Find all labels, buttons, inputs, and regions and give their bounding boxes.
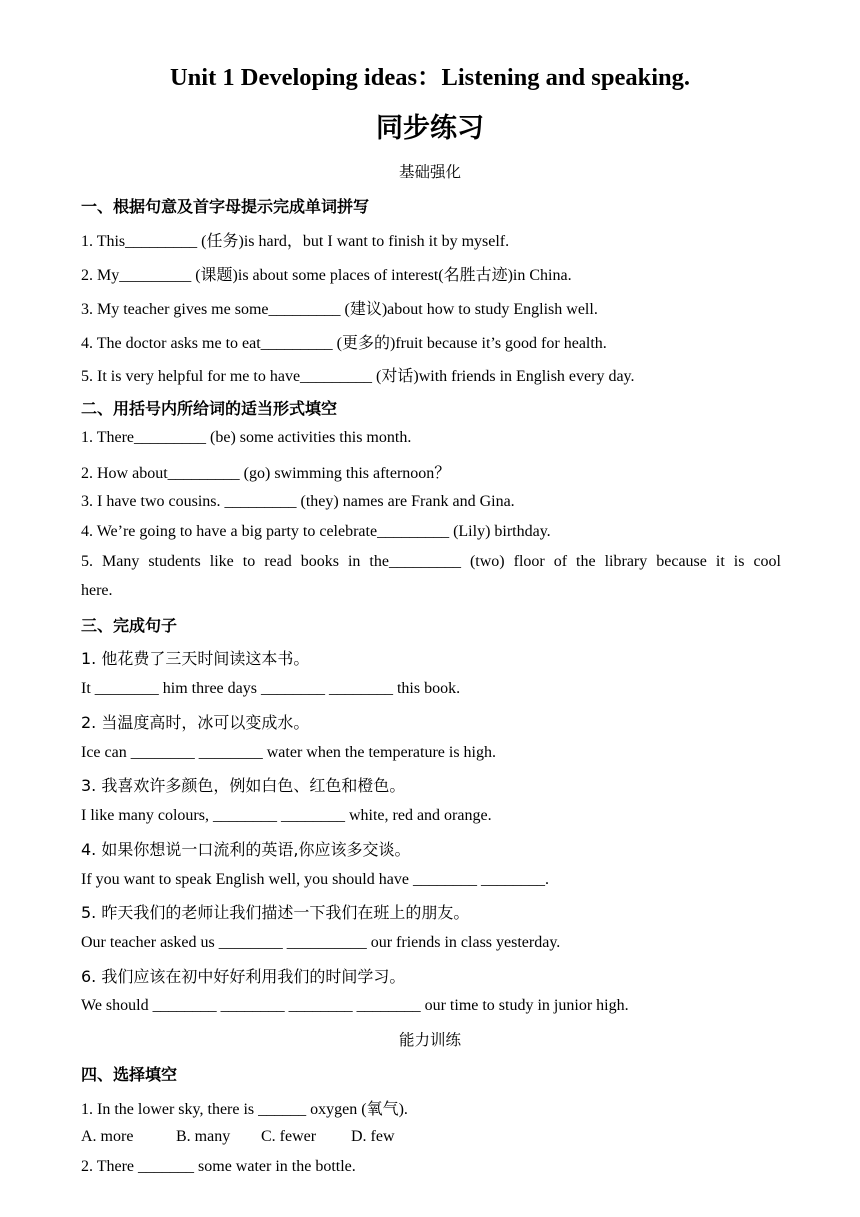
sentence-answer-en: It ________ him three days ________ ________ this book. (81, 680, 461, 697)
spelling-item: 4. The doctor asks me to eat_________ (更多的)fruit because it’s good for health. (81, 335, 607, 352)
choice-options (81, 1128, 395, 1146)
part-heading-basic: 基础强化 (398, 163, 461, 181)
option-b: B. many (176, 1128, 231, 1145)
sentence-answer-en: We should ________ ________ ________ ________ our time to study in junior high. (81, 997, 629, 1014)
sentence-answer-en: I like many colours, ________ ________ white, red and orange. (81, 807, 492, 824)
option-c: C. fewer (261, 1128, 317, 1145)
choice-question: 2. There _______ some water in the bottle. (81, 1158, 356, 1175)
spelling-item: 5. It is very helpful for me to have_________ (对话)with friends in English every day. (81, 368, 635, 385)
sentence-prompt-cn: 6. 我们应该在初中好好利用我们的时间学习。 (81, 967, 406, 986)
sentence-prompt-cn: 4. 如果你想说一口流利的英语,你应该多交谈。 (81, 840, 411, 859)
spelling-item: 2. My_________ (课题)is about some places of interest(名胜古迹)in China. (81, 267, 572, 284)
word-form-item: 4. We’re going to have a big party to celebrate_________ (Lily) birthday. (81, 523, 551, 540)
page-title: Unit 1 Developing ideas：Listening and speaking. (169, 64, 691, 91)
sentence-answer-en: Ice can ________ ________ water when the temperature is high. (81, 744, 496, 761)
sentence-prompt-cn: 1. 他花费了三天时间读这本书。 (81, 649, 310, 668)
option-a: A. more (81, 1128, 134, 1145)
sentence-answer-en: If you want to speak English well, you should have ________ ________. (81, 871, 549, 888)
word-form-item: 3. I have two cousins. _________ (they) names are Frank and Gina. (81, 493, 515, 510)
word-form-item-continuation: here. (81, 582, 113, 599)
spelling-item: 1. This_________ (任务)is hard，but I want to finish it by myself. (81, 233, 510, 250)
word-form-item: 5. Many students like to read books in the_________ (two) floor of the library because it is cool (81, 553, 781, 570)
word-form-item: 2. How about_________ (go) swimming this afternoon？ (81, 465, 451, 482)
section-heading-multiple-choice: 四、选择填空 (81, 1065, 178, 1084)
sentence-prompt-cn: 5. 昨天我们的老师让我们描述一下我们在班上的朋友。 (81, 903, 470, 922)
choice-question: 1. In the lower sky, there is ______ oxygen (氧气). (81, 1101, 408, 1118)
option-d: D. few (351, 1128, 395, 1145)
section-heading-complete-sentences: 三、完成句子 (81, 616, 178, 635)
section-heading-spelling: 一、根据句意及首字母提示完成单词拼写 (81, 197, 370, 216)
spelling-item: 3. My teacher gives me some_________ (建议)about how to study English well. (81, 301, 598, 318)
section-heading-word-forms: 二、用括号内所给词的适当形式填空 (81, 399, 338, 418)
sentence-answer-en: Our teacher asked us ________ __________ our friends in class yesterday. (81, 934, 561, 951)
sentence-prompt-cn: 3. 我喜欢许多颜色，例如白色、红色和橙色。 (81, 776, 406, 795)
word-form-item: 1. There_________ (be) some activities this month. (81, 429, 412, 446)
page-subtitle: 同步练习 (376, 113, 484, 144)
sentence-prompt-cn: 2. 当温度高时，冰可以变成水。 (81, 713, 310, 732)
part-heading-ability: 能力训练 (398, 1031, 461, 1049)
